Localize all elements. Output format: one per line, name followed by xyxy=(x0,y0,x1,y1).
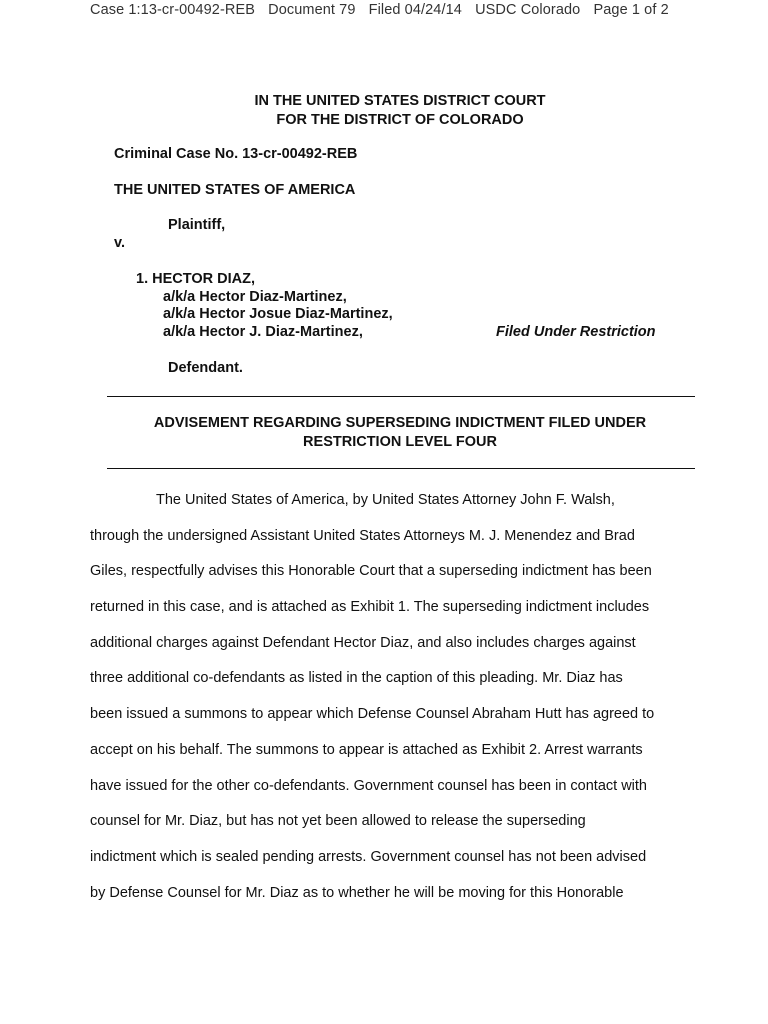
caption-divider-bottom xyxy=(107,468,695,469)
header-case-number: Case 1:13-cr-00492-REB xyxy=(90,2,255,18)
caption-divider-top xyxy=(107,396,695,397)
header-document-number: Document 79 xyxy=(268,2,356,18)
case-number: Criminal Case No. 13-cr-00492-REB xyxy=(114,146,358,162)
defendant-name: 1. HECTOR DIAZ, xyxy=(136,271,255,287)
restriction-notice: Filed Under Restriction xyxy=(496,324,656,340)
defendant-label: Defendant. xyxy=(168,360,243,376)
body-line: Giles, respectfully advises this Honorable Court that a superseding indictment has been xyxy=(90,563,652,580)
defendant-alias-1: a/k/a Hector Diaz-Martinez, xyxy=(163,289,347,305)
versus-label: v. xyxy=(114,235,126,251)
body-line: returned in this case, and is attached as Exhibit 1. The superseding indictment includes xyxy=(90,599,650,616)
defendant-alias-2: a/k/a Hector Josue Diaz-Martinez, xyxy=(163,306,393,322)
plaintiff-name: THE UNITED STATES OF AMERICA xyxy=(114,182,356,198)
body-line: counsel for Mr. Diaz, but has not yet been allowed to release the superseding xyxy=(90,813,586,830)
document-title xyxy=(0,414,768,451)
header-page-number: Page 1 of 2 xyxy=(593,2,669,18)
header-court: USDC Colorado xyxy=(475,2,581,18)
court-title xyxy=(0,92,768,129)
body-line: have issued for the other co-defendants. Government counsel has been in contact with xyxy=(90,777,647,794)
body-line: additional charges against Defendant Hector Diaz, and also includes charges against xyxy=(90,634,636,651)
body-line: through the undersigned Assistant United States Attorneys M. J. Menendez and Brad xyxy=(90,527,635,544)
body-line: accept on his behalf. The summons to appear is attached as Exhibit 2. Arrest warrants xyxy=(90,741,643,758)
body-line: three additional co-defendants as listed in the caption of this pleading. Mr. Diaz has xyxy=(90,670,623,687)
document-title-line-1: ADVISEMENT REGARDING SUPERSEDING INDICTMENT FILED UNDER xyxy=(153,415,647,431)
document-title-line-2: RESTRICTION LEVEL FOUR xyxy=(303,433,497,450)
body-line: indictment which is sealed pending arrests. Government counsel has not been advised xyxy=(90,848,647,865)
court-title-line-2: FOR THE DISTRICT OF COLORADO xyxy=(276,111,524,128)
body-line: by Defense Counsel for Mr. Diaz as to whether he will be moving for this Honorable xyxy=(90,884,624,901)
body-line: been issued a summons to appear which Defense Counsel Abraham Hutt has agreed to xyxy=(90,706,655,723)
court-title-line-1: IN THE UNITED STATES DISTRICT COURT xyxy=(254,93,546,109)
defendant-alias-3: a/k/a Hector J. Diaz-Martinez, xyxy=(163,324,363,340)
body-paragraph xyxy=(90,483,690,911)
plaintiff-label: Plaintiff, xyxy=(168,217,226,233)
body-line: The United States of America, by United States Attorney John F. Walsh, xyxy=(156,492,615,508)
ecf-header xyxy=(90,2,678,18)
header-filed-date: Filed 04/24/14 xyxy=(368,2,462,18)
